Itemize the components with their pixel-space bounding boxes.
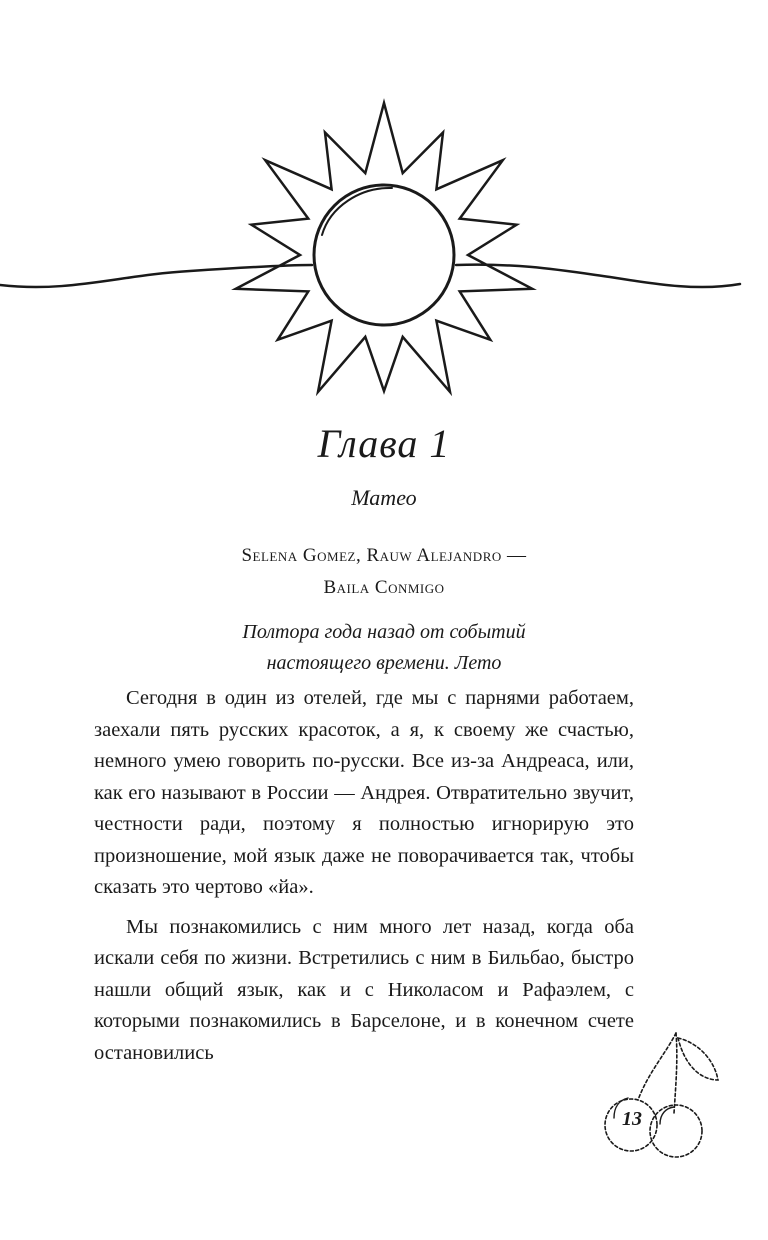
chapter-title: Глава 1 — [317, 421, 451, 466]
epigraph-line-1: Полтора года назад от событий — [242, 621, 526, 643]
chapter-subtitle: Матео — [351, 485, 417, 510]
body-text — [94, 683, 634, 1069]
epigraph-line-2: настоящего времени. Лето — [266, 652, 502, 674]
epigraph — [0, 617, 768, 679]
paragraph: Сегодня в один из отелей, где мы с парнями работаем, заехали пять русских красоток, а я, к своему же счастью, немного умею говорить по-русски. Все из-за Андреаса, или, как его называют в России — Андрея. Отвратительно звучит, честности ради, поэтому я полностью игнорирую это произношение, мой язык даже не поворачивается так, чтобы сказать это чертово «йа». — [94, 687, 634, 898]
song-credit — [0, 540, 768, 604]
song-title: Baila Conmigo — [323, 577, 445, 598]
page-number: 13 — [622, 1108, 642, 1130]
song-artists: Selena Gomez, Rauw Alejandro — — [241, 545, 527, 566]
sun-horizon-icon — [0, 95, 768, 410]
cherry-icon — [596, 1028, 726, 1163]
paragraph: Мы познакомились с ним много лет назад, когда оба искали себя по жизни. Встретились с ним в Бильбао, быстро нашли общий язык, как и с Николасом и Рафаэлем, с которыми познакомились в Барселоне, и в конечном счете остановились — [94, 915, 634, 1064]
